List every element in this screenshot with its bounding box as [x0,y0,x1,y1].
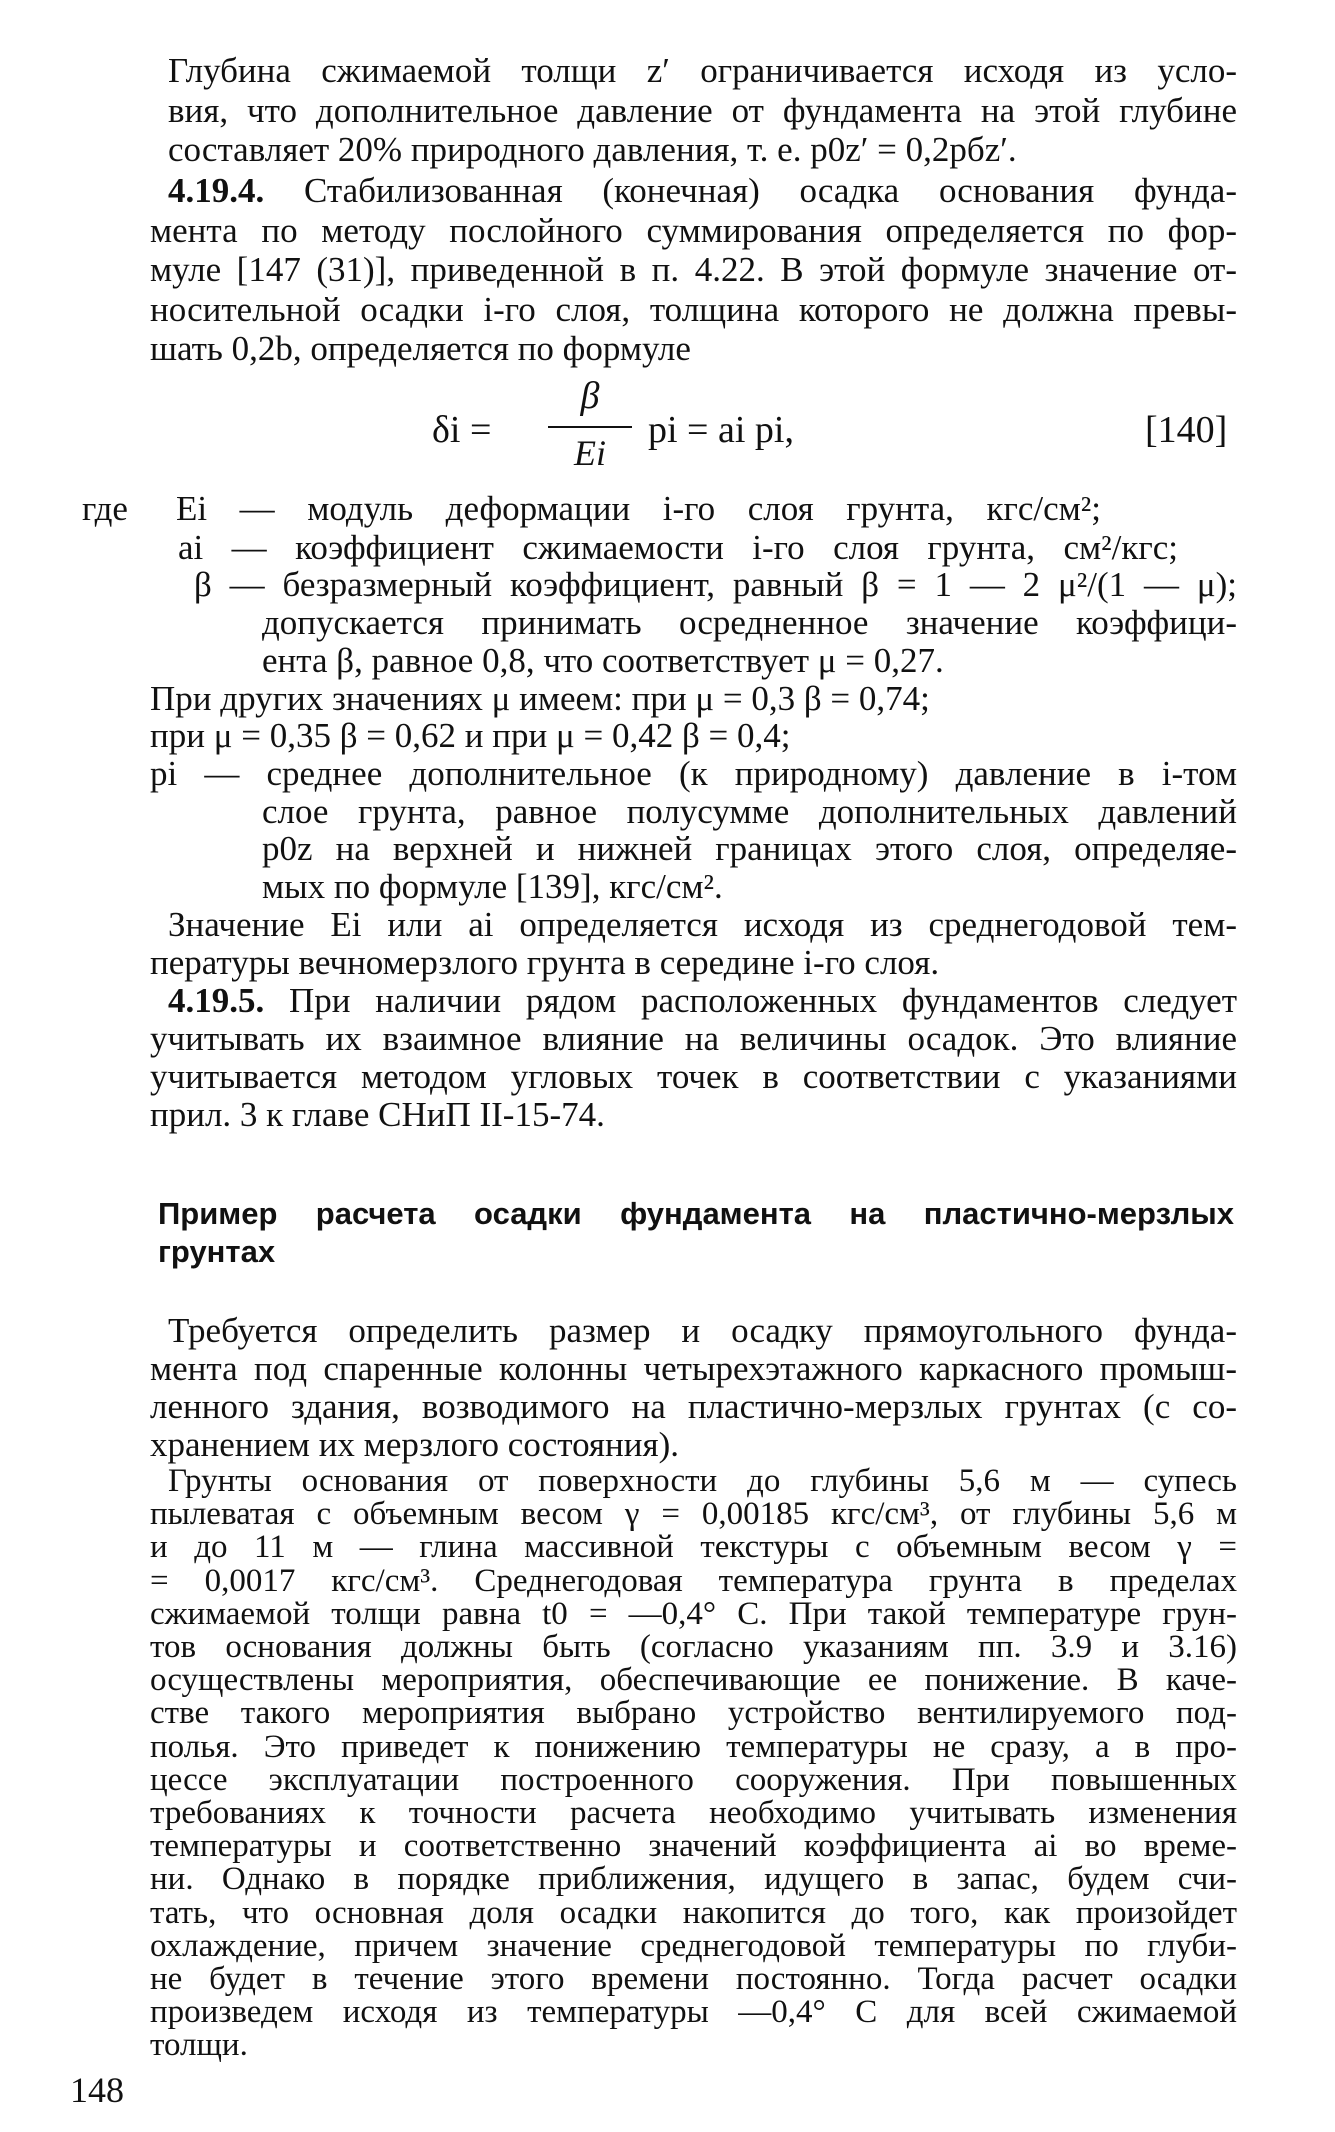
p2-line-9: полья. Это приведет к понижению температуры не сразу, а в про- [150,1728,1237,1765]
section-4-19-4-number: 4.19.4. [168,171,265,210]
p2-line-7: осуществлены мероприятия, обеспечивающие ее понижение. В каче- [150,1662,1237,1699]
section-4-19-4-line-4: носительной осадки i-го слоя, толщина которого не должна превы- [150,290,1237,329]
section-4-19-5-line-4: прил. 3 к главе СНиП II-15-74. [150,1095,605,1134]
section-4-19-5-line-2: учитывать их взаимное влияние на величины осадок. Это влияние [150,1019,1237,1058]
value-note-line-2: пературы вечномерзлого грунта в середине i-го слоя. [150,943,940,982]
definitions-where: где [82,489,128,528]
p2-line-18: толщи. [150,2027,248,2064]
p2-line-6: тов основания должны быть (согласно указаниям пп. 3.9 и 3.16) [150,1629,1237,1665]
definition-p-line-3: p0z на верхней и нижней границах этого слоя, определяе- [262,829,1237,868]
definition-mu-line-2: при μ = 0,35 β = 0,62 и при μ = 0,42 β = 0,4; [150,716,791,755]
p2-line-13: ни. Однако в порядке приближения, идущего в запас, будем счи- [150,1861,1237,1898]
formula-denominator: Ei [574,433,606,473]
p2-line-16: не будет в течение этого времени постоянно. Тогда расчет осадки [150,1961,1237,1997]
p2-line-15: охлаждение, причем значение среднегодовой температуры по глуби- [150,1927,1237,1964]
section-4-19-5-line-1 [168,982,1237,1020]
section-4-19-4-line-2: мента по методу послойного суммирования определяется по фор- [150,211,1237,250]
p1-line-2: мента под спаренные колонны четырехэтажного каркасного промыш- [150,1349,1237,1388]
section-4-19-4-line-5: шать 0,2b, определяется по формуле [150,329,691,368]
p2-line-11: требованиях к точности расчета необходимо учитывать изменения [150,1795,1237,1831]
intro-line-3: составляет 20% природного давления, т. е. p0z′ = 0,2pбz′. [168,130,1017,169]
section-4-19-5-number: 4.19.5. [168,981,265,1020]
p1-line-3: ленного здания, возводимого на пластично-мерзлых грунтах (с со- [150,1387,1237,1426]
p2-line-12: температуры и соответственно значений коэффициента ai во време- [150,1828,1237,1865]
p2-line-4: = 0,0017 кгс/см³. Среднегодовая температура грунта в пределах [150,1562,1237,1599]
definition-e: Ei — модуль деформации i-го слоя грунта, кгс/см²; [176,489,1101,528]
definition-p-line-2: слое грунта, равное полусумме дополнительных давлений [262,792,1237,831]
formula-rhs: pi = ai pi, [648,409,794,451]
formula-lhs: δi = [432,409,492,451]
p2-line-14: тать, что основная доля осадки накопится до того, как произойдет [150,1894,1237,1931]
formula-number: [140] [1145,409,1228,451]
p2-line-3: и до 11 м — глина массивной текстуры с объемным весом γ = [150,1529,1237,1566]
example-heading-line-1: Пример расчета осадки фундамента на пластично-мерзлых [158,1196,1234,1231]
definition-a: ai — коэффициент сжимаемости i-го слоя грунта, см²/кгс; [178,528,1178,567]
formula-fraction-bar [548,426,632,428]
definition-p: pi — среднее дополнительное (к природному) давление в i-том [150,754,1237,793]
page-number: 148 [70,2069,124,2110]
section-4-19-5-text: При наличии рядом расположенных фундаментов следует [289,981,1238,1020]
p1-line-1: Требуется определить размер и осадку прямоугольного фунда- [168,1311,1237,1350]
section-4-19-4-text: Стабилизованная (конечная) осадка основания фунда- [303,171,1237,210]
p2-line-8: стве такого мероприятия выбрано устройство вентилируемого под- [150,1695,1237,1732]
p2-line-10: цессе эксплуатации построенного сооружения. При повышенных [150,1761,1237,1798]
p2-line-1: Грунты основания от поверхности до глубины 5,6 м — супесь [168,1463,1237,1499]
p1-line-4: хранением их мерзлого состояния). [150,1425,679,1464]
formula-numerator: β [580,375,600,417]
section-4-19-5-line-3: учитывается методом угловых точек в соответствии с указаниями [150,1057,1237,1096]
definition-mu-line-1: При других значениях μ имеем: при μ = 0,3 β = 0,74; [150,679,930,718]
value-note-line-1: Значение Ei или ai определяется исходя из среднегодовой тем- [168,905,1237,944]
section-4-19-4-line-3: муле [147 (31)], приведенной в п. 4.22. В этой формуле значение от- [150,250,1237,289]
definition-beta-line-3: ента β, равное 0,8, что соответствует μ = 0,27. [262,641,944,680]
p2-line-2: пылеватая с объемным весом γ = 0,00185 кгс/см³, от глубины 5,6 м [150,1496,1237,1533]
p2-line-17: произведем исходя из температуры —0,4° С для всей сжимаемой [150,1994,1237,2031]
definition-beta-line-2: допускается принимать осредненное значение коэффици- [262,603,1237,642]
section-4-19-4-line-1 [168,172,1237,210]
intro-line-1: Глубина сжимаемой толщи z′ ограничивается исходя из усло- [168,51,1237,90]
example-heading-line-2: грунтах [158,1234,276,1269]
definition-p-line-4: мых по формуле [139], кгс/см². [262,867,723,906]
p2-line-5: сжимаемой толщи равна t0 = —0,4° С. При такой температуре грун- [150,1595,1237,1632]
definition-beta: β — безразмерный коэффициент, равный β = 1 — 2 μ²/(1 — μ); [194,565,1237,604]
intro-line-2: вия, что дополнительное давление от фундамента на этой глубине [168,91,1237,130]
